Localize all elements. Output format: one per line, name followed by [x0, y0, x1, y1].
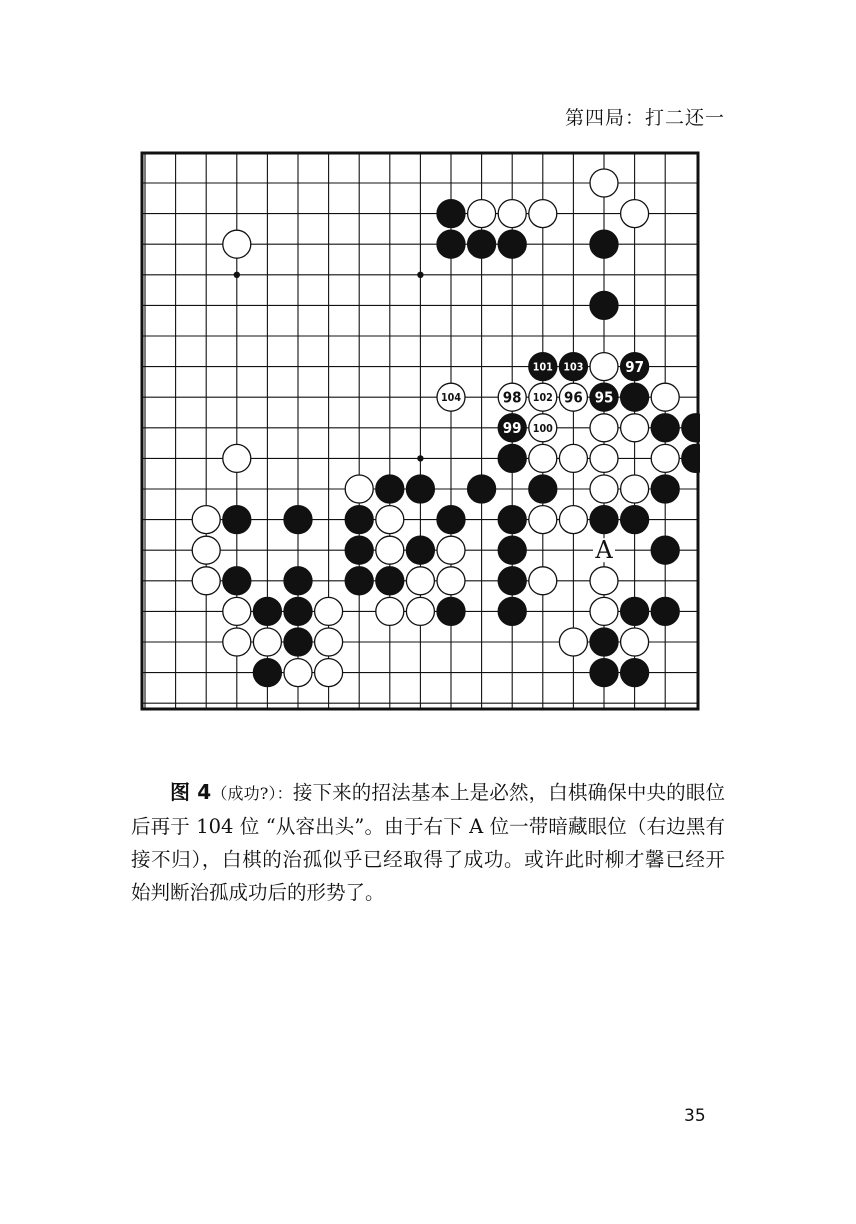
white-stone [590, 567, 618, 595]
move-number-label: 95 [594, 388, 614, 407]
black-stone [621, 506, 649, 534]
white-stone [437, 536, 465, 564]
black-stone [498, 506, 526, 534]
white-stone [559, 506, 587, 534]
black-stone [284, 567, 312, 595]
black-stone [406, 536, 434, 564]
figure-label: 图 4 [170, 780, 212, 804]
black-stone [468, 475, 496, 503]
white-stone [590, 475, 618, 503]
black-stone [406, 475, 434, 503]
white-stone [315, 659, 343, 687]
white-stone [621, 200, 649, 228]
star-point [417, 272, 423, 278]
white-stone [315, 628, 343, 656]
black-stone [651, 414, 679, 442]
black-stone [345, 506, 373, 534]
white-stone [590, 414, 618, 442]
black-stone [437, 597, 465, 625]
white-stone [590, 353, 618, 381]
white-stone [192, 506, 220, 534]
black-stone [621, 659, 649, 687]
black-stone [284, 597, 312, 625]
move-number-label: 97 [625, 358, 644, 376]
black-stone [590, 659, 618, 687]
black-stone [223, 506, 251, 534]
white-stone [529, 444, 557, 472]
black-stone [498, 230, 526, 258]
white-stone [315, 597, 343, 625]
star-point [417, 455, 423, 461]
white-stone [192, 536, 220, 564]
go-board-diagram [140, 151, 700, 711]
white-stone [651, 444, 679, 472]
black-stone [529, 475, 557, 503]
white-stone [406, 597, 434, 625]
black-stone [345, 536, 373, 564]
black-stone [284, 628, 312, 656]
white-stone [223, 230, 251, 258]
white-stone [651, 383, 679, 411]
black-stone [437, 506, 465, 534]
white-stone [559, 444, 587, 472]
white-stone [376, 597, 404, 625]
black-stone [223, 567, 251, 595]
white-stone [590, 169, 618, 197]
move-number-label: 104 [441, 391, 462, 405]
black-stone [498, 597, 526, 625]
white-stone [529, 200, 557, 228]
commentary-paragraph: 接下来的招法基本上是必然，白棋确保中央的眼位后再于 104 位 “从容出头”。由于右下 A 位一带暗藏眼位（右边黑有接不归），白棋的治孤似乎已经取得了成功。或许此时柳才馨已经开始判断治孤成功后的形势了。 [131, 781, 725, 904]
move-number-label: 99 [502, 419, 522, 438]
black-stone [651, 597, 679, 625]
black-stone [376, 567, 404, 595]
black-stone [590, 230, 618, 258]
black-stone [498, 444, 526, 472]
black-stone [590, 291, 618, 319]
black-stone [590, 506, 618, 534]
white-stone [621, 414, 649, 442]
move-number-label: 96 [564, 388, 583, 407]
figure-note: （成功?）： [211, 784, 293, 803]
black-stone [651, 536, 679, 564]
white-stone [284, 659, 312, 687]
move-number-label: 103 [563, 360, 584, 374]
white-stone [590, 444, 618, 472]
white-stone [468, 200, 496, 228]
black-stone [376, 475, 404, 503]
black-stone [253, 597, 281, 625]
star-point [234, 272, 240, 278]
black-stone [284, 506, 312, 534]
black-stone [468, 230, 496, 258]
black-stone [437, 230, 465, 258]
black-stone [498, 567, 526, 595]
black-stone [345, 567, 373, 595]
black-stone [590, 628, 618, 656]
go-board-svg [140, 151, 700, 711]
white-stone [498, 200, 526, 228]
white-stone [590, 597, 618, 625]
black-stone [682, 444, 700, 472]
move-number-label: 100 [532, 421, 553, 435]
white-stone [223, 597, 251, 625]
move-number-label: 101 [532, 360, 553, 374]
white-stone [253, 628, 281, 656]
white-stone [529, 506, 557, 534]
white-stone [376, 536, 404, 564]
black-stone [651, 475, 679, 503]
white-stone [437, 567, 465, 595]
move-number-label: 98 [502, 388, 522, 407]
board-marks [593, 536, 615, 564]
black-stone [621, 597, 649, 625]
white-stone [223, 444, 251, 472]
white-stone [406, 567, 434, 595]
commentary-text [131, 776, 725, 909]
chapter-title: 第四局：打二还一 [564, 107, 725, 129]
white-stone [559, 628, 587, 656]
point-mark-a: A [595, 536, 613, 565]
black-stone [682, 414, 700, 442]
white-stone [621, 475, 649, 503]
white-stone [192, 567, 220, 595]
black-stone [621, 383, 649, 411]
black-stone [253, 659, 281, 687]
black-stone [437, 200, 465, 228]
black-stone [498, 536, 526, 564]
page-number: 35 [684, 1106, 706, 1126]
white-stone [345, 475, 373, 503]
white-stone [376, 506, 404, 534]
white-stone [223, 628, 251, 656]
move-number-label: 102 [532, 391, 553, 405]
white-stone [529, 567, 557, 595]
white-stone [621, 628, 649, 656]
